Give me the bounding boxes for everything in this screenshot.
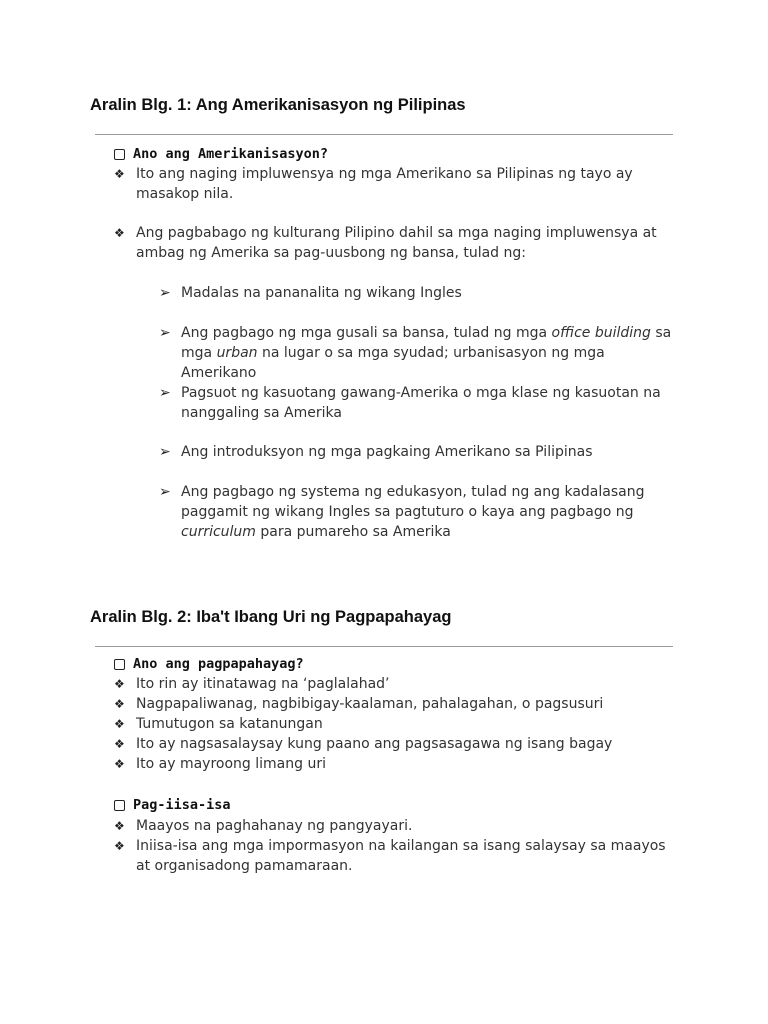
text-run: Madalas na pananalita ng wikang Ingles — [181, 285, 462, 301]
text-run: Ang pagbago ng mga gusali sa bansa, tulad ng mga — [181, 325, 552, 341]
checkbox-item-amerikanisasyon[interactable] — [114, 144, 328, 164]
diamond-bullet-icon: ❖ — [114, 677, 125, 691]
divider — [95, 646, 673, 647]
list-item — [114, 223, 674, 263]
text-run: Pagsuot ng kasuotang gawang-Amerika o mga klase ng kasuotan na nanggaling sa Amerika — [181, 385, 661, 421]
lesson-2-title: Aralin Blg. 2: Iba't Ibang Uri ng Pagpapahayag — [90, 608, 452, 626]
checkbox-icon[interactable] — [114, 800, 125, 811]
list-item — [114, 674, 674, 694]
diamond-bullet-icon: ❖ — [114, 737, 125, 751]
sub-bullet-text — [159, 482, 684, 542]
sub-bullet-text — [159, 442, 684, 462]
text-run: Ang introduksyon ng mga pagkaing Amerikano sa Pilipinas — [181, 444, 593, 460]
checkbox-icon[interactable] — [114, 659, 125, 670]
italic-term: curriculum — [181, 524, 256, 540]
sub-bullet-text — [159, 323, 684, 383]
list-item — [114, 694, 674, 714]
bullet-text: Nagpapaliwanag, nagbibigay-kaalaman, pahalagahan, o pagsusuri — [136, 696, 604, 712]
diamond-bullet-icon: ❖ — [114, 697, 125, 711]
text-run: sa mga — [181, 325, 672, 361]
arrow-bullet-icon: ➢ — [159, 285, 171, 301]
list-item — [114, 754, 674, 774]
checkbox-item-pagpapahayag[interactable] — [114, 654, 304, 674]
list-item — [114, 714, 674, 734]
checkbox-label: Ano ang Amerikanisasyon? — [133, 146, 329, 162]
checkbox-label: Pag-iisa-isa — [133, 797, 231, 813]
sub-list-item — [159, 383, 684, 423]
list-item — [114, 164, 674, 204]
sub-list-item — [159, 482, 684, 542]
italic-term: office building — [551, 325, 651, 341]
diamond-bullet-icon: ❖ — [114, 839, 125, 853]
bullet-text: Ito ay nagsasalaysay kung paano ang pagsasagawa ng isang bagay — [136, 736, 613, 752]
bullet-text: Iniisa-isa ang mga impormasyon na kailangan sa isang salaysay sa maayos at organisadong pamamaraan. — [136, 838, 666, 874]
sub-bullet-text — [159, 383, 684, 423]
italic-term: urban — [216, 345, 258, 361]
diamond-bullet-icon: ❖ — [114, 757, 125, 771]
bullet-text: Tumutugon sa katanungan — [136, 716, 323, 732]
list-item — [114, 734, 674, 754]
sub-list-item — [159, 283, 684, 303]
list-item — [114, 836, 674, 876]
text-run: Ang pagbago ng systema ng edukasyon, tulad ng ang kadalasang paggamit ng wikang Ingles sa pagtuturo o kaya ang pagbago ng — [181, 484, 645, 520]
bullet-text: Ang pagbabago ng kulturang Pilipino dahil sa mga naging impluwensya at ambag ng Amerika sa pag-uusbong ng bansa, tulad ng: — [136, 225, 657, 261]
divider — [95, 134, 673, 135]
diamond-bullet-icon: ❖ — [114, 717, 125, 731]
sub-bullet-text — [159, 283, 684, 303]
bullet-text: Ito ay mayroong limang uri — [136, 756, 326, 772]
arrow-bullet-icon: ➢ — [159, 444, 171, 460]
lesson-1-title: Aralin Blg. 1: Ang Amerikanisasyon ng Pilipinas — [90, 96, 466, 114]
sub-list-item — [159, 323, 684, 383]
checkbox-item-pag-iisa-isa[interactable] — [114, 795, 231, 815]
diamond-bullet-icon: ❖ — [114, 819, 125, 833]
checkbox-label: Ano ang pagpapahayag? — [133, 656, 304, 672]
sub-list-item — [159, 442, 684, 462]
diamond-bullet-icon: ❖ — [114, 167, 125, 181]
text-run: para pumareho sa Amerika — [255, 524, 451, 540]
arrow-bullet-icon: ➢ — [159, 325, 171, 341]
checkbox-icon[interactable] — [114, 149, 125, 160]
diamond-bullet-icon: ❖ — [114, 226, 125, 240]
text-run: na lugar o sa mga syudad; urbanisasyon ng mga Amerikano — [181, 345, 605, 381]
arrow-bullet-icon: ➢ — [159, 484, 171, 500]
arrow-bullet-icon: ➢ — [159, 385, 171, 401]
list-item — [114, 816, 674, 836]
bullet-text: Maayos na paghahanay ng pangyayari. — [136, 818, 413, 834]
bullet-text: Ito ang naging impluwensya ng mga Amerikano sa Pilipinas ng tayo ay masakop nila. — [136, 166, 633, 202]
bullet-text: Ito rin ay itinatawag na ‘paglalahad’ — [136, 676, 390, 692]
